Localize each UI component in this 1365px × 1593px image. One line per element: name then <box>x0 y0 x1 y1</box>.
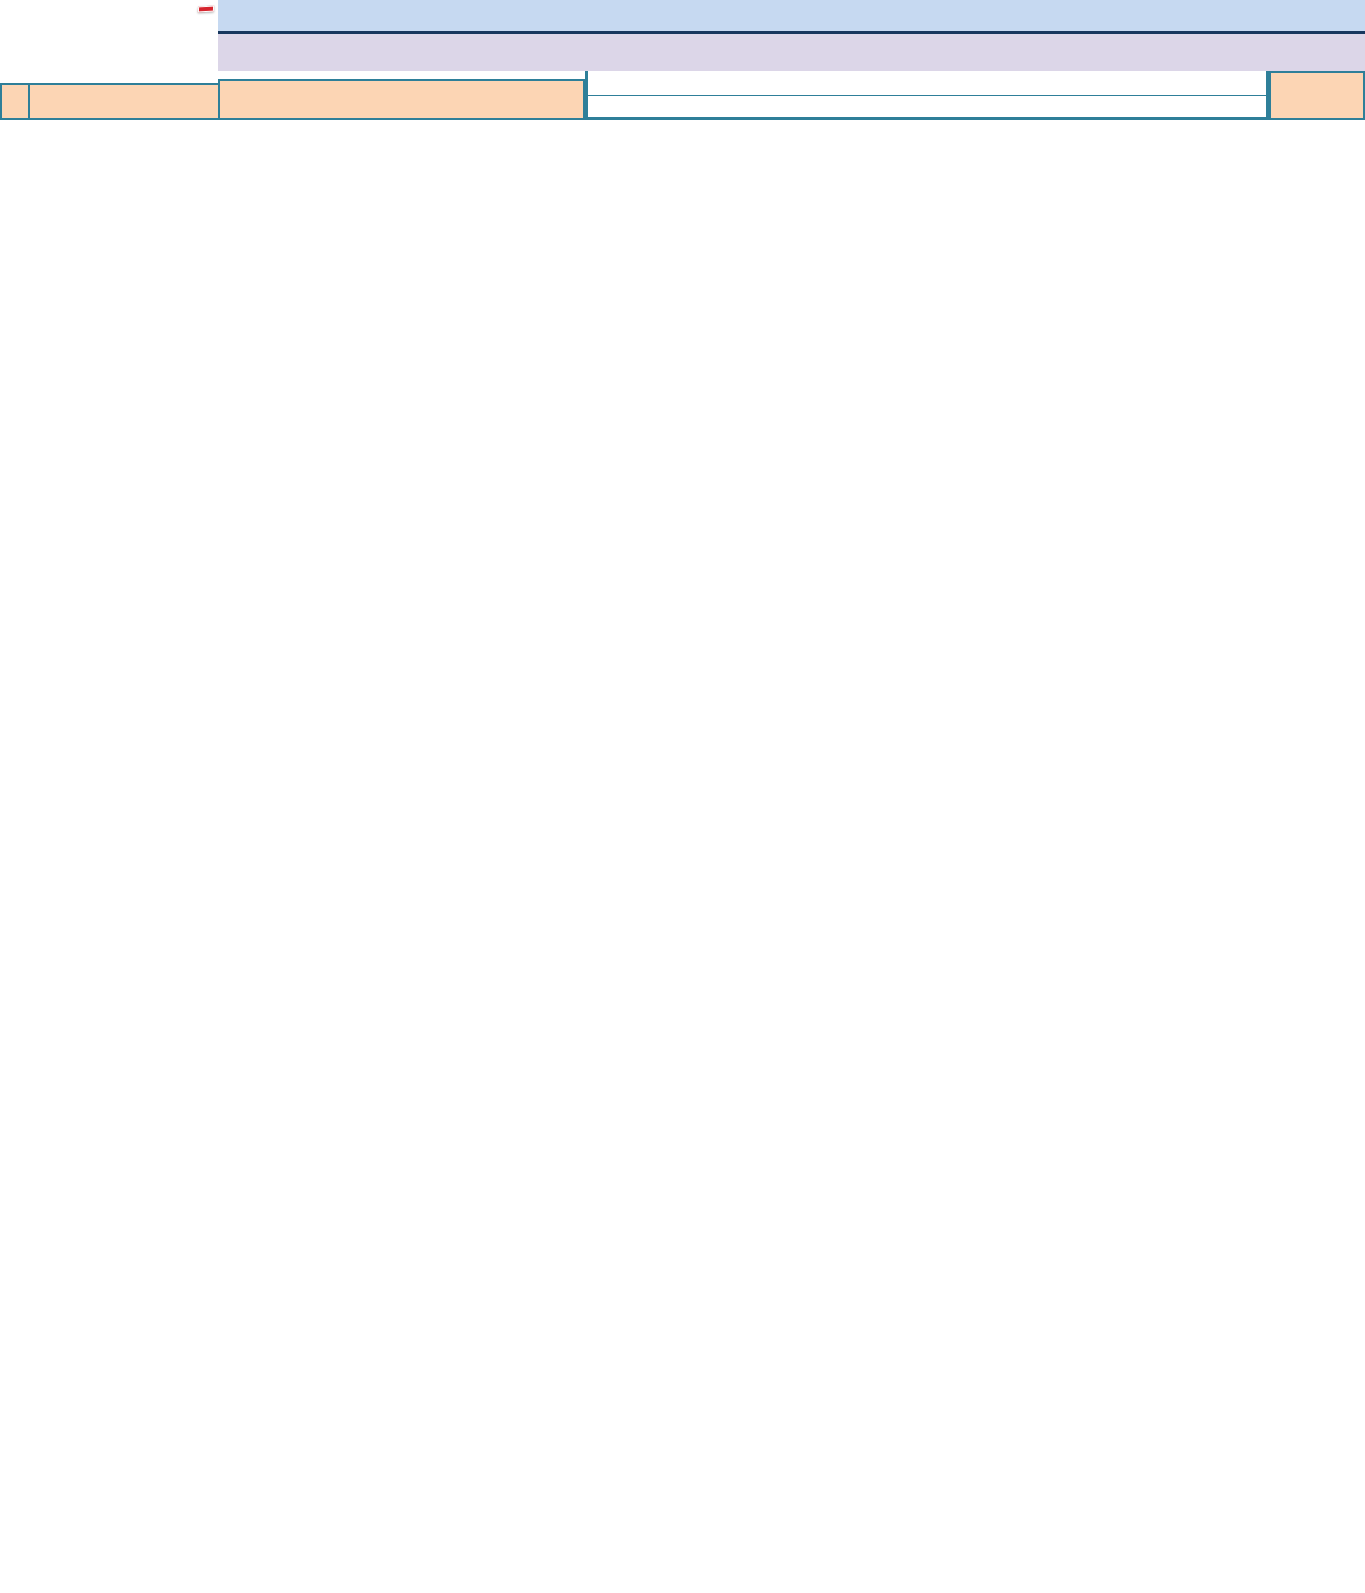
column-header-tt <box>0 83 30 120</box>
day-results-row <box>588 96 1266 120</box>
board-header <box>0 0 1365 120</box>
day-columns-header <box>585 71 1269 120</box>
column-header-dan <box>218 79 585 120</box>
day-numbers-row <box>588 71 1266 96</box>
banner-title-bar <box>218 0 1365 34</box>
column-header-member <box>28 83 220 120</box>
month-title-bar <box>218 34 1365 71</box>
ketqua2-logo <box>0 0 218 83</box>
forum-badge <box>198 6 214 13</box>
column-header-total <box>1269 71 1365 120</box>
